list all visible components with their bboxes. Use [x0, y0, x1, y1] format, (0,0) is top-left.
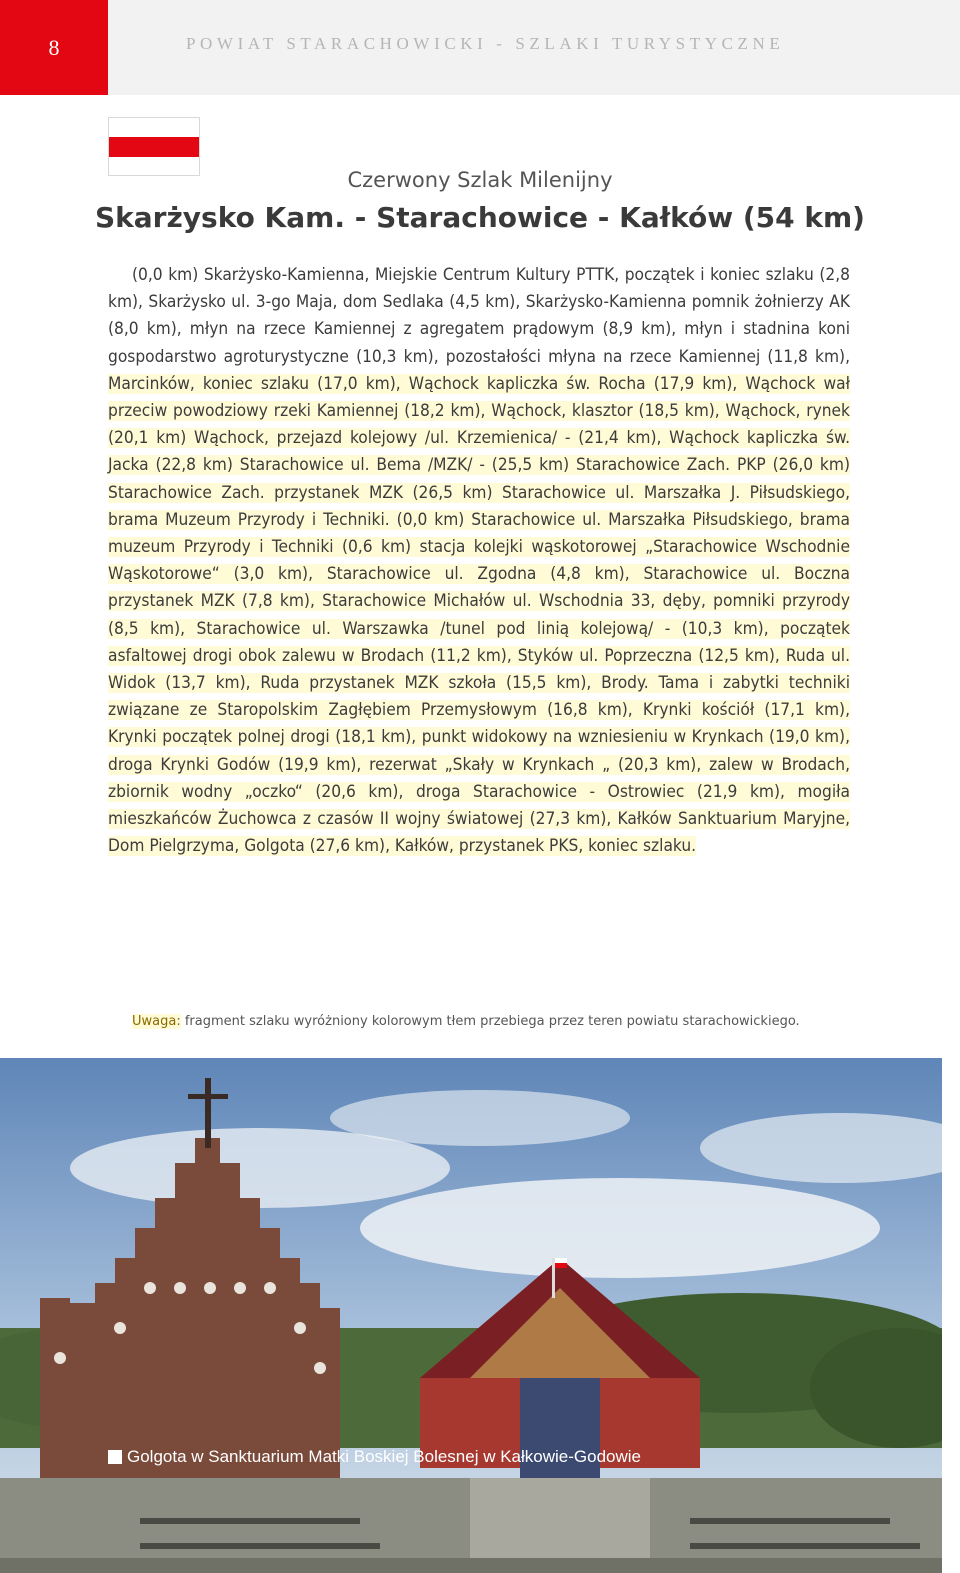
- highlight-note: [132, 1014, 800, 1029]
- golgota-photo-illustration: [0, 1058, 942, 1573]
- page-number: 8: [0, 0, 108, 95]
- photo-caption-text: Golgota w Sanktuarium Matki Boskiej Bolesnej w Kałkowie-Godowie: [127, 1447, 642, 1466]
- page-header: [0, 0, 960, 95]
- note-label: Uwaga:: [132, 1014, 181, 1029]
- flag-red-stripe: [109, 137, 199, 157]
- note-text: fragment szlaku wyróżniony kolorowym tłem przebiega przez teren powiatu starachowickiego.: [180, 1014, 800, 1029]
- trail-description: [108, 262, 850, 860]
- golgota-photo: [0, 1058, 942, 1573]
- photo-caption: [108, 1447, 641, 1467]
- trail-subtitle-text: Czerwony Szlak Milenijny: [347, 168, 613, 192]
- trail-subtitle: [0, 168, 960, 192]
- running-header-title: POWIAT STARACHOWICKI - SZLAKI TURYSTYCZNE: [186, 34, 785, 53]
- trail-title: Skarżysko Kam. - Starachowice - Kałków (54 km): [95, 201, 865, 234]
- trail-description-highlighted: Marcinków, koniec szlaku (17,0 km), Wąchock kapliczka św. Rocha (17,9 km), Wąchock wał przeciw powodziowy rzeki Kamiennej (18,2 km), Wąchock, klasztor (18,5 km), Wąchock, rynek (20,1 km) Wąchock, przejazd kolejowy /ul. Krzemienica/ - (21,4 km), Wąchock kapliczka św. Jacka (22,8 km) Starachowice ul. Bema /MZK/ - (25,5 km) Starachowice Zach. PKP (26,0 km) Starachowice Zach. przystanek MZK (26,5 km) Starachowice ul. Marszałka J. Piłsudskiego, brama Muzeum Przyrody i Techniki. (0,0 km) Starachowice ul. Marszałka Piłsudskiego, brama muzeum Przyrody i Techniki (0,6 km) stacja kolejki wąskotorowej „Starachowice Wschodnie Wąskotorowe“ (3,0 km), Starachowice ul. Zgodna (4,8 km), Starachowice ul. Boczna przystanek MZK (7,8 km), Starachowice Michałów ul. Wschodnia 33, dęby, pomniki przyrody (8,5 km), Starachowice ul. Warszawka /tunel pod linią kolejową/ - (10,3 km), początek asfaltowej drogi obok zalewu w Brodach (11,2 km), Styków ul. Poprzeczna (12,5 km), Ruda ul. Widok (13,7 km), Ruda przystanek MZK szkoła (15,5 km), Brody. Tama i zabytki techniki związane ze Staropolskim Zagłębiem Przemysłowym (16,8 km), Krynki kościół (17,1 km), Krynki początek polnej drogi (18,1 km), punkt widokowy na wzniesieniu w Krynkach (19,0 km), droga Krynki Godów (19,9 km), rezerwat „Skały w Krynkach „ (20,3 km), zalew w Brodach, zbiornik wodny „oczko“ (20,6 km), droga Starachowice - Ostrowiec (21,9 km), mogiła mieszkańców Żuchowca z czasów II wojny światowej (27,3 km), Kałków Sanktuarium Maryjne, Dom Pielgrzyma, Golgota (27,6 km), Kałków, przystanek PKS, koniec szlaku.: [108, 373, 850, 857]
- caption-square-bullet-icon: [108, 1450, 122, 1464]
- trail-description-intro: (0,0 km) Skarżysko-Kamienna, Miejskie Centrum Kultury PTTK, początek i koniec szlaku (2,8 km), Skarżysko ul. 3-go Maja, dom Sedlaka (4,5 km), Skarżysko-Kamienna pomnik żołnierzy AK (8,0 km), młyn na rzece Kamiennej z agregatem prądowym (8,9 km), młyn i stadnina koni gospodarstwo agroturystyczne (10,3 km), pozostałości młyna na rzece Kamiennej (11,8 km),: [108, 265, 850, 367]
